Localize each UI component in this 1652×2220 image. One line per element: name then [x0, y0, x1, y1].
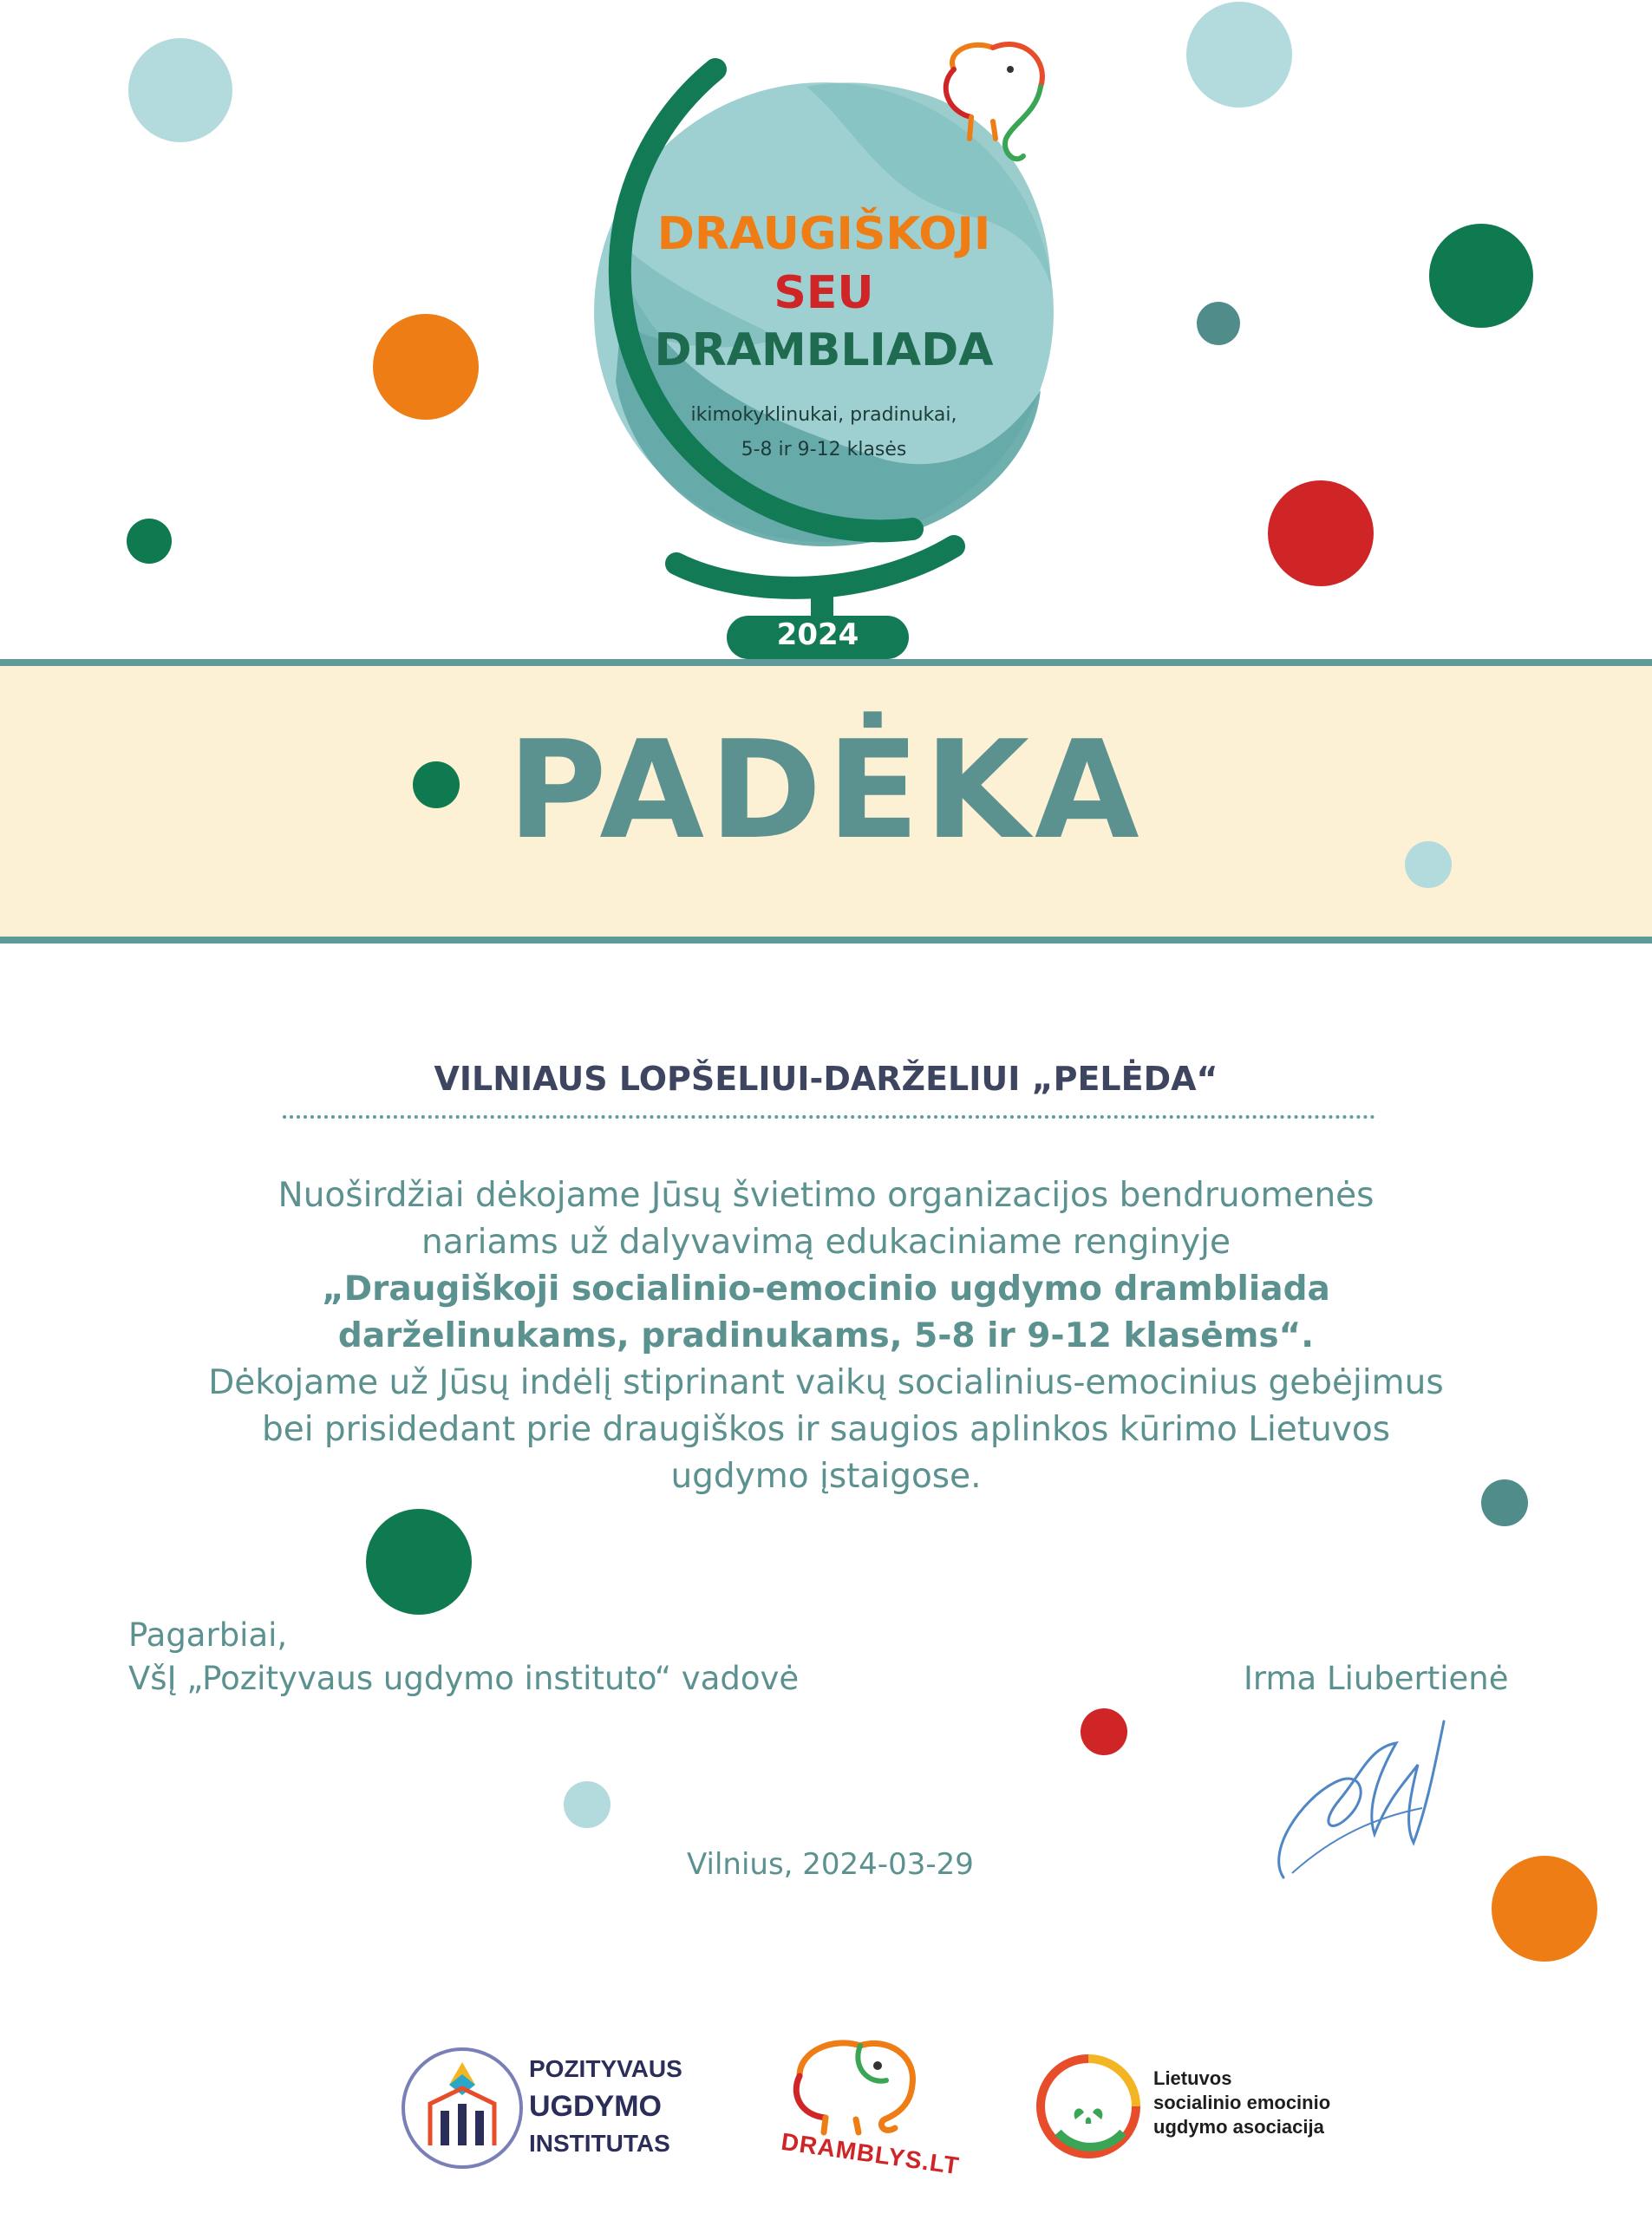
logo-subtitle-line2: 5-8 ir 9-12 klasės [741, 439, 907, 460]
pozityvaus-logo-line1: POZITYVAUS [529, 2055, 682, 2082]
lseua-logo-icon [1032, 2050, 1145, 2163]
body-line: ugdymo įstaigose. [670, 1457, 982, 1496]
pozityvaus-logo-icon [397, 2043, 527, 2173]
pozityvaus-logo-line2: UGDYMO [529, 2090, 662, 2123]
greeting: Pagarbiai, [128, 1616, 288, 1654]
drambliai-logo-text: DRAMBLYS.LT [779, 2127, 962, 2180]
decor-dot [564, 1781, 611, 1828]
decor-dot [366, 1509, 472, 1615]
signer-name: Irma Liubertienė [1244, 1660, 1509, 1697]
lseua-logo-line3: ugdymo asociacija [1153, 2116, 1324, 2138]
logo-title-line3: DRAMBLIADA [654, 324, 994, 376]
decor-dot [128, 38, 232, 142]
decor-dot [373, 314, 479, 420]
recipient-name: VILNIAUS LOPŠELIUI-DARŽELIUI „PELĖDA“ [434, 1060, 1218, 1098]
decor-dot [1186, 2, 1292, 108]
event-name-line: „Draugiškoji socialinio-emocinio ugdymo drambliada [322, 1270, 1330, 1309]
thanks-body [130, 1172, 1522, 1500]
place-date: Vilnius, 2024-03-29 [687, 1847, 974, 1882]
body-line: bei prisidedant prie draugiškos ir saugios aplinkos kūrimo Lietuvos [261, 1410, 1391, 1449]
body-line: Dėkojame už Jūsų indėlį stiprinant vaikų socialinius-emocinius gebėjimus [208, 1363, 1444, 1402]
event-name-line: darželinukams, pradinukams, 5-8 ir 9-12 klasėms“. [337, 1316, 1315, 1355]
decor-dot [127, 519, 172, 564]
page-title: PADĖKA [507, 711, 1145, 869]
body-line: Nuoširdžiai dėkojame Jūsų švietimo organizacijos bendruomenės [278, 1176, 1374, 1215]
logo-subtitle-line1: ikimokyklinukai, pradinukai, [690, 404, 957, 426]
elephant-logo-icon [774, 2033, 930, 2137]
logo-title-line2: SEU [774, 267, 874, 319]
decor-dot [1481, 1479, 1528, 1526]
decor-dot [1081, 1708, 1127, 1755]
logo-title-line1: DRAUGIŠKOJI [656, 208, 991, 260]
lseua-logo-line1: Lietuvos [1153, 2067, 1232, 2089]
dotted-divider [283, 1115, 1375, 1119]
handwritten-signature [1266, 1713, 1457, 1886]
decor-dot [1429, 224, 1533, 328]
logo-year: 2024 [776, 617, 859, 652]
pozityvaus-logo-line3: INSTITUTAS [529, 2130, 670, 2157]
decor-dot [1197, 302, 1240, 345]
lseua-logo-line2: socialinio emocinio [1153, 2092, 1331, 2113]
signer-role: VšĮ „Pozityvaus ugdymo instituto“ vadovė [128, 1660, 800, 1697]
body-line: nariams už dalyvavimą edukaciniame renginyje [421, 1223, 1231, 1262]
decor-dot [1268, 480, 1374, 586]
decor-dot [1492, 1856, 1597, 1962]
